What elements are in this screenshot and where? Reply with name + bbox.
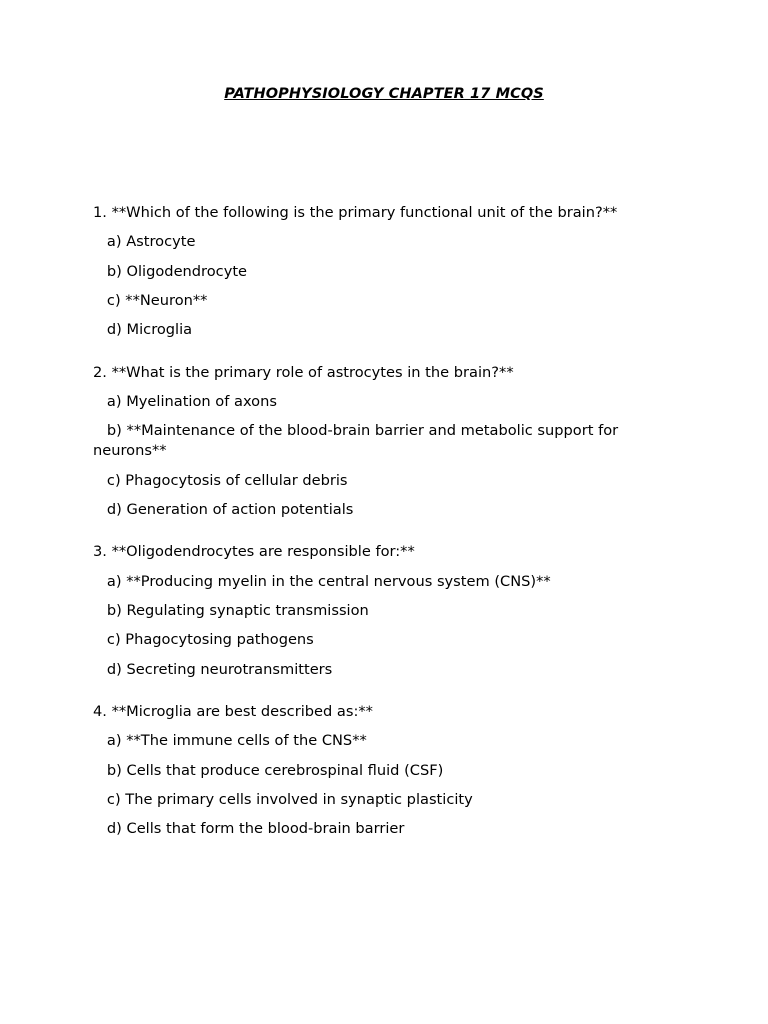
question-2 — [93, 363, 673, 520]
option-c: c) The primary cells involved in synaptic plasticity — [93, 790, 473, 808]
option-d: d) Cells that form the blood-brain barrier — [93, 820, 405, 838]
option-c: c) Phagocytosis of cellular debris — [93, 471, 348, 489]
question-1 — [93, 203, 673, 340]
question-text: 3. **Oligodendrocytes are responsible for:** — [93, 543, 415, 561]
option-d: d) Generation of action potentials — [93, 500, 354, 518]
option-a: a) Astrocyte — [93, 233, 196, 251]
option-d: d) Microglia — [93, 321, 193, 339]
option-b: b) Cells that produce cerebrospinal fluid (CSF) — [93, 761, 444, 779]
option-a: a) **The immune cells of the CNS** — [93, 732, 367, 750]
option-c: c) **Neuron** — [93, 291, 208, 309]
question-3 — [93, 542, 673, 679]
question-4 — [93, 702, 673, 839]
question-text: 2. **What is the primary role of astrocytes in the brain?** — [93, 363, 514, 381]
document-title: PATHOPHYSIOLOGY CHAPTER 17 MCQS — [224, 86, 544, 102]
option-b: b) Oligodendrocyte — [93, 262, 248, 280]
option-b: b) Regulating synaptic transmission — [93, 601, 369, 619]
option-b: b) **Maintenance of the blood-brain barrier and metabolic support for neurons** — [93, 422, 623, 460]
question-text: 4. **Microglia are best described as:** — [93, 703, 373, 721]
option-a: a) **Producing myelin in the central nervous system (CNS)** — [93, 572, 551, 590]
option-c: c) Phagocytosing pathogens — [93, 631, 314, 649]
question-text: 1. **Which of the following is the primary functional unit of the brain?** — [93, 204, 618, 221]
option-d: d) Secreting neurotransmitters — [93, 660, 333, 678]
question-list — [93, 203, 673, 862]
option-a: a) Myelination of axons — [93, 392, 277, 410]
